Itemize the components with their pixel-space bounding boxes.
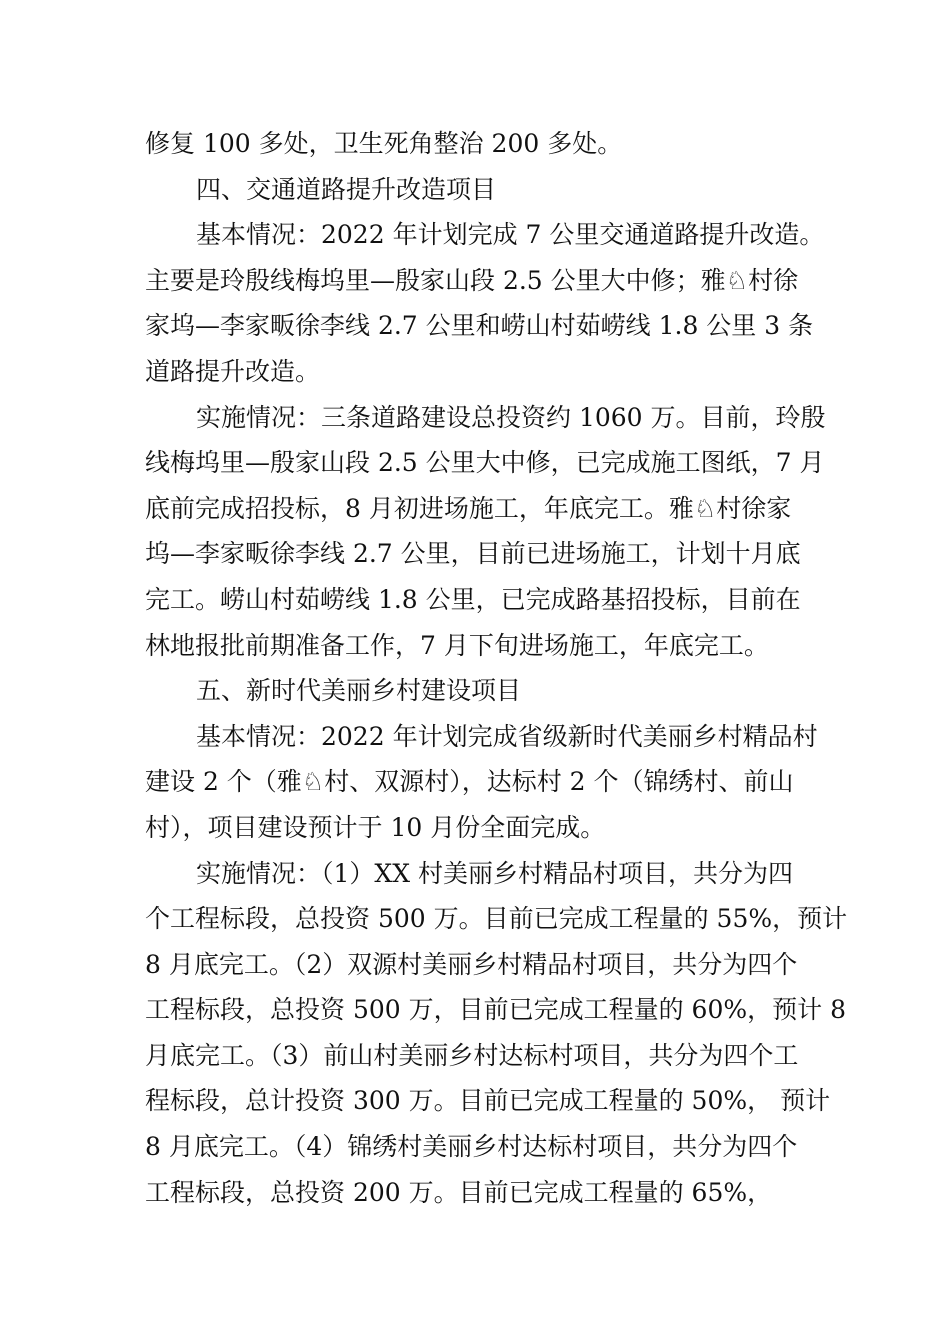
text-line: 工程标段，总投资 200 万。目前已完成工程量的 65%， (145, 1177, 773, 1207)
text-line: 基本情况：2022 年计划完成 7 公里交通道路提升改造。 (196, 220, 825, 250)
text-line: 完工。崂山村茹崂线 1.8 公里，已完成路基招投标，目前在 (145, 584, 801, 614)
text-line: 线梅坞里—殷家山段 2.5 公里大中修，已完成施工图纸，7 月 (145, 448, 825, 478)
text-line: 基本情况：2022 年计划完成省级新时代美丽乡村精品村 (196, 721, 818, 751)
text-line: 实施情况：（1）XX 村美丽乡村精品村项目，共分为四 (196, 858, 793, 888)
text-line: 月底完工。（3）前山村美丽乡村达标村项目，共分为四个工 (145, 1040, 799, 1070)
text-line: 建设 2 个（雅♘村、双源村），达标村 2 个（锦绣村、前山 (145, 767, 794, 797)
text-line: 个工程标段，总投资 500 万。目前已完成工程量的 55%，预计 (145, 904, 848, 934)
text-line: 实施情况：三条道路建设总投资约 1060 万。目前，玲殷 (196, 402, 826, 432)
text-line: 四、交通道路提升改造项目 (196, 174, 497, 204)
text-line: 8 月底完工。（4）锦绣村美丽乡村达标村项目，共分为四个 (145, 1132, 798, 1162)
text-line: 修复 100 多处，卫生死角整治 200 多处。 (145, 129, 623, 158)
text-line: 家坞—李家畈徐李线 2.7 公里和崂山村茹崂线 1.8 公里 3 条 (145, 311, 814, 341)
text-line: 主要是玲殷线梅坞里—殷家山段 2.5 公里大中修；雅♘村徐 (145, 265, 799, 295)
text-line: 五、新时代美丽乡村建设项目 (196, 676, 522, 706)
text-line: 8 月底完工。（2）双源村美丽乡村精品村项目，共分为四个 (145, 949, 798, 979)
document-body (145, 121, 848, 1215)
text-line: 坞—李家畈徐李线 2.7 公里，目前已进场施工，计划十月底 (145, 539, 801, 569)
text-line: 村），项目建设预计于 10 月份全面完成。 (145, 812, 606, 842)
text-line: 道路提升改造。 (145, 356, 321, 386)
text-line: 程标段，总计投资 300 万。目前已完成工程量的 50%， 预计 (145, 1086, 831, 1116)
text-line: 工程标段，总投资 500 万，目前已完成工程量的 60%，预计 8 (145, 995, 846, 1025)
text-line: 林地报批前期准备工作，7 月下旬进场施工，年底完工。 (145, 630, 769, 660)
text-line: 底前完成招投标，8 月初进场施工，年底完工。雅♘村徐家 (145, 493, 792, 523)
